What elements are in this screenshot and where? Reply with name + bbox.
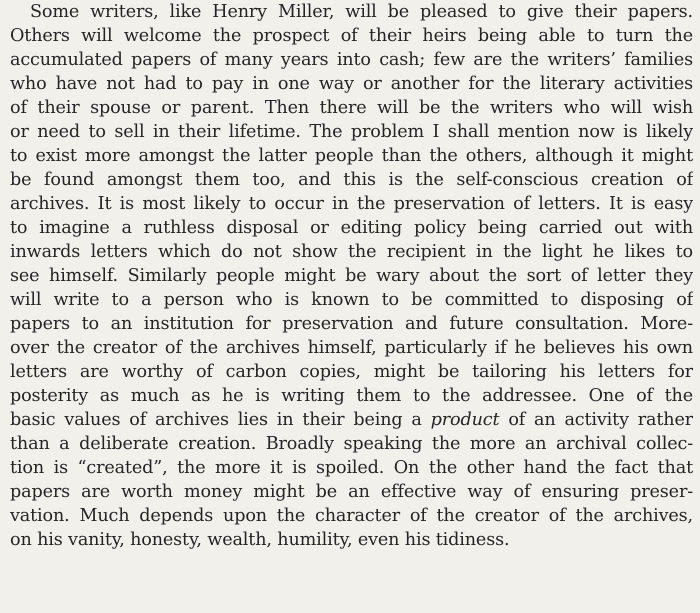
text-line-8: be found amongst them too, and this is the self-conscious creation of xyxy=(10,170,693,190)
text-line-12: see himself. Similarly people might be wary about the sort of letter they xyxy=(10,266,693,286)
text-line-9: archives. It is most likely to occur in the preservation of letters. It is easy xyxy=(10,194,693,214)
text-line-21: papers are worth money might be an effective way of ensuring preser- xyxy=(10,482,693,502)
text-line-22: vation. Much depends upon the character of the creator of the archives, xyxy=(10,506,693,526)
text-line-18 xyxy=(10,408,693,432)
text-line-7: to exist more amongst the latter people than the others, although it might xyxy=(10,146,693,166)
text-line-23: on his vanity, honesty, wealth, humility, even his tidiness. xyxy=(10,530,510,550)
text-line-13: will write to a person who is known to be committed to disposing of xyxy=(10,290,693,310)
body-paragraph xyxy=(10,0,693,552)
text-line-1: Some writers, like Henry Miller, will be pleased to give their papers. xyxy=(30,2,693,22)
text-line-20: tion is “created”, the more it is spoiled. On the other hand the fact that xyxy=(10,458,693,478)
text-line-18-end: of an activity rather xyxy=(508,410,693,430)
text-line-14: papers to an institution for preservation and future consultation. More- xyxy=(10,314,693,334)
text-line-3: accumulated papers of many years into cash; few are the writers’ families xyxy=(10,50,693,70)
text-line-16: letters are worthy of carbon copies, might be tailoring his letters for xyxy=(10,362,693,382)
text-line-11: inwards letters which do not show the recipient in the light he likes to xyxy=(10,242,693,262)
text-line-5: of their spouse or parent. Then there will be the writers who will wish xyxy=(10,98,693,118)
text-line-18-start: basic values of archives lies in their being a xyxy=(10,410,422,430)
text-line-2: Others will welcome the prospect of their heirs being able to turn the xyxy=(10,26,693,46)
italic-word-product: product xyxy=(430,410,500,430)
text-line-10: to imagine a ruthless disposal or editing policy being carried out with xyxy=(10,218,693,238)
text-line-19: than a deliberate creation. Broadly speaking the more an archival collec- xyxy=(10,434,693,454)
text-line-17: posterity as much as he is writing them to the addressee. One of the xyxy=(10,386,693,406)
text-line-15: over the creator of the archives himself, particularly if he believes his own xyxy=(10,338,693,358)
text-line-4: who have not had to pay in one way or another for the literary activities xyxy=(10,74,693,94)
text-line-6: or need to sell in their lifetime. The problem I shall mention now is likely xyxy=(10,122,693,142)
